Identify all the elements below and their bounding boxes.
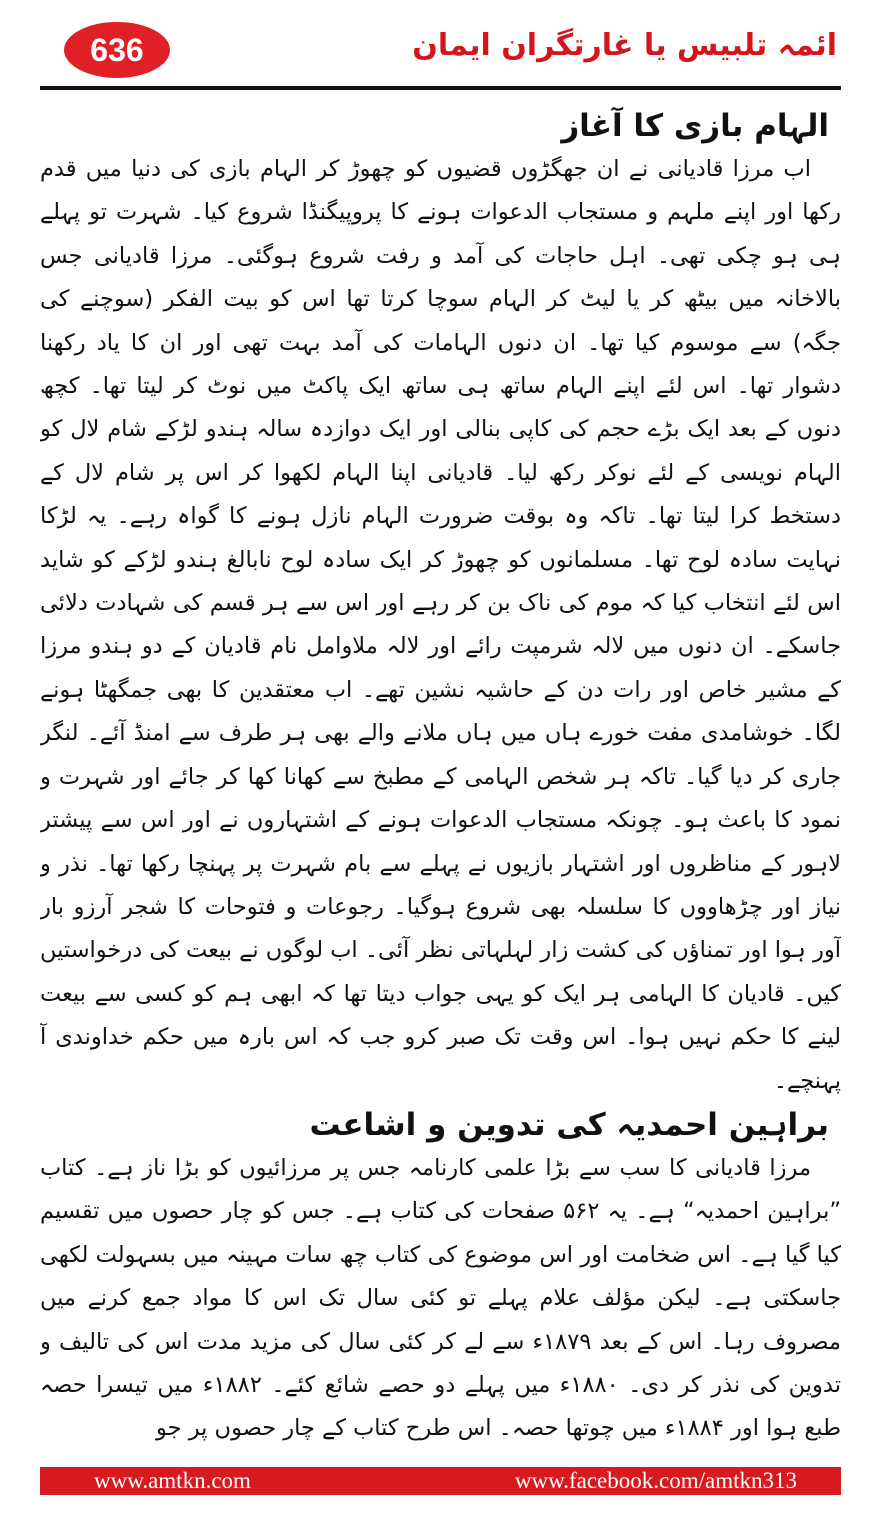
body-paragraph: اب مرزا قادیانی نے ان جھگڑوں قضیوں کو چھوڑ کر الہام بازی کی دنیا میں قدم رکھا اور اپنے ملہم و مستجاب الدعوات ہونے کا پروپیگنڈا شروع کیا۔ شہرت تو پہلے ہی ہو چکی تھی۔ اہل حاجات کی آمد و رفت شروع ہوگئی۔ مرزا قادیانی جس بالاخانہ میں بیٹھ کر یا لیٹ کر الہام سوچا کرتا تھا اس کو بیت الفکر (سوچنے کی جگہ) سے موسوم کیا تھا۔ ان دنوں الہامات کی آمد بہت تھی اور ان کا یاد رکھنا دشوار تھا۔ اس لئے اپنے الہام ساتھ ہی ساتھ ایک پاکٹ میں نوٹ کر لیتا تھا۔ کچھ دنوں کے بعد ایک بڑے حجم کی کاپی بنالی اور ایک دوازدہ سالہ ہندو لڑکے شام لال کو الہام نویسی کے لئے نوکر رکھ لیا۔ قادیانی اپنا الہام لکھوا کر اس پر شام لال کے دستخط کرا لیتا تھا۔ تاکہ وہ بوقت ضرورت الہام نازل ہونے کا گواہ رہے۔ یہ لڑکا نہایت سادہ لوح تھا۔ مسلمانوں کو چھوڑ کر ایک سادہ لوح نابالغ ہندو لڑکے کو شاید اس لئے انتخاب کیا کہ موم کی ناک بن کر رہے اور اس سے ہر قسم کی شہادت دلائی جاسکے۔ ان دنوں میں لالہ شرمپت رائے اور لالہ ملاوامل نام قادیان کے دو ہندو مرزا کے مشیر خاص اور رات دن کے حاشیہ نشین تھے۔ اب معتقدین کا بھی جمگھٹا ہونے لگا۔ خوشامدی مفت خورے ہاں میں ہاں ملانے والے بھی ہر طرف سے امنڈ آئے۔ لنگر جاری کر دیا گیا۔ تاکہ ہر شخص الہامی کے مطبخ سے کھانا کھا کر جائے اور شہرت و نمود کا باعث ہو۔ چونکہ مستجاب الدعوات ہونے کے اشتہاروں نے اور اس سے پیشتر لاہور کے مناظروں اور اشتہار بازیوں نے پہلے سے بام شہرت پر پہنچا رکھا تھا۔ نذر و نیاز اور چڑھاووں کا سلسلہ بھی شروع ہوگیا۔ رجوعات و فتوحات کا شجر آرزو بار آور ہوا اور تمناؤں کی کشت زار لہلہاتی نظر آئی۔ اب لوگوں نے بیعت کی درخواستیں کیں۔ قادیان کا الہامی ہر ایک کو یہی جواب دیتا تھا کہ ابھی ہم کو کسی سے بیعت لینے کا حکم نہیں ہوا۔ اس وقت تک صبر کرو جب کہ اس بارہ میں حکم خداوندی آ پہنچے۔ bbox=[40, 156, 841, 1094]
facebook-link[interactable]: www.facebook.com/amtkn313 bbox=[514, 1468, 797, 1493]
page-header bbox=[40, 18, 841, 88]
section-heading-ilham-bazi: الہام بازی کا آغاز bbox=[561, 108, 829, 144]
body-paragraph: مرزا قادیانی کا سب سے بڑا علمی کارنامہ جس پر مرزائیوں کو بڑا ناز ہے۔ کتاب ”براہین احمدیہ“ ہے۔ یہ ۵۶۲ صفحات کی کتاب ہے۔ جس کو چار حصوں میں تقسیم کیا گیا ہے۔ اس ضخامت اور اس موضوع کی کتاب چھ سات مہینہ میں بسہولت لکھی جاسکتی ہے۔ لیکن مؤلف علام پہلے تو کئی سال تک اس کا مواد جمع کرنے میں مصروف رہا۔ اس کے بعد ۱۸۷۹ء سے لے کر کئی سال کی مزید مدت اس کی تالیف و تدوین کی نذر کر دی۔ ۱۸۸۰ء میں پہلے دو حصے شائع کئے۔ ۱۸۸۲ء میں تیسرا حصہ طبع ہوا اور ۱۸۸۴ء میں چوتھا حصہ۔ اس طرح کتاب کے چار حصوں پر جو bbox=[40, 1154, 841, 1442]
page-number-badge bbox=[64, 22, 170, 78]
page-number: 636 bbox=[90, 31, 144, 68]
section-heading-barahin-ahmadiyya: براہین احمدیہ کی تدوین و اشاعت bbox=[309, 1106, 829, 1143]
book-title: ائمہ تلبیس یا غارتگران ایمان bbox=[412, 28, 837, 63]
page-body bbox=[40, 104, 841, 1454]
header-divider bbox=[40, 86, 841, 90]
website-link[interactable]: www.amtkn.com bbox=[94, 1468, 251, 1493]
